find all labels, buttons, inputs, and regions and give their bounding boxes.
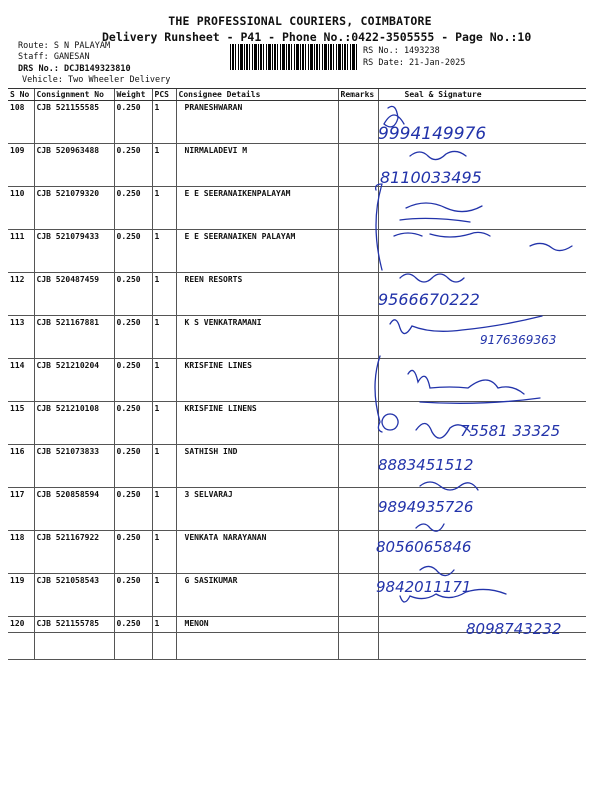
handwritten-phone-112: 9566670222 [378,290,480,309]
cell-weight: 0.250 [114,574,152,617]
bracket-110-111 [376,184,382,270]
drs-number: DRS No.: DCJB149323810 [18,64,131,74]
route-label: Route: S N PALAYAM [18,41,111,51]
vehicle-label: Vehicle: Two Wheeler Delivery [22,75,171,85]
col-consignment: Consignment No [34,89,114,101]
cell-consignee: E E SEERANAIKENPALAYAM [176,187,338,230]
cell-sno: 116 [8,445,34,488]
cell-consignment: CJB 521058543 [34,574,114,617]
cell-consignee: G SASIKUMAR [176,574,338,617]
signature-mark-117 [420,482,478,490]
cell-sno: 112 [8,273,34,316]
cell-consignment: CJB 520963488 [34,144,114,187]
cell-consignee: NIRMALADEVI M [176,144,338,187]
cell-weight: 0.250 [114,359,152,402]
barcode-image [230,44,358,70]
cell-consignee: MENON [176,617,338,660]
cell-consignment: CJB 521167881 [34,316,114,359]
handwritten-phone-109: 8110033495 [380,168,482,187]
col-consignee: Consignee Details [176,89,338,101]
cell-weight: 0.250 [114,101,152,144]
signature-mark-111 [394,232,572,250]
cell-consignee: REEN RESORTS [176,273,338,316]
signature-mark-116 [416,423,470,438]
cell-weight: 0.250 [114,402,152,445]
cell-pcs: 1 [152,531,176,574]
rs-number: RS No.: 1493238 [363,46,440,56]
handwritten-phone-117: 8883451512 [378,456,474,474]
cell-pcs: 1 [152,617,176,660]
handwritten-phone-120a: 9842011171 [376,578,472,596]
cell-consignee: VENKATA NARAYANAN [176,531,338,574]
cell-consignee: KRISFINE LINES [176,359,338,402]
col-remarks: Remarks [338,89,378,101]
cell-consignee: PRANESHWARAN [176,101,338,144]
cell-weight: 0.250 [114,488,152,531]
cell-pcs: 1 [152,273,176,316]
cell-weight: 0.250 [114,445,152,488]
cell-consignment: CJB 521210204 [34,359,114,402]
signature-mark-108 [384,106,404,127]
cell-weight: 0.250 [114,273,152,316]
handwritten-phone-119: 8056065846 [376,538,472,556]
cell-pcs: 1 [152,144,176,187]
cell-consignment: CJB 521079433 [34,230,114,273]
cell-weight: 0.250 [114,531,152,574]
col-signature: Seal & Signature [378,89,586,101]
cell-consignment: CJB 521155585 [34,101,114,144]
cell-sno: 111 [8,230,34,273]
cell-pcs: 1 [152,402,176,445]
cell-pcs: 1 [152,359,176,402]
cell-consignee: KRISFINE LINENS [176,402,338,445]
cell-weight: 0.250 [114,316,152,359]
rs-date: RS Date: 21-Jan-2025 [363,58,466,68]
col-weight: Weight [114,89,152,101]
cell-consignee: K S VENKATRAMANI [176,316,338,359]
cell-pcs: 1 [152,488,176,531]
signature-mark-114 [408,370,524,394]
cell-pcs: 1 [152,445,176,488]
handwritten-phone-116: 75581 33325 [460,422,561,440]
cell-sno: 118 [8,531,34,574]
cell-pcs: 1 [152,574,176,617]
signature-mark-112 [400,274,464,282]
signature-mark-120 [400,589,506,602]
cell-sno: 108 [8,101,34,144]
cell-sno: 119 [8,574,34,617]
handwritten-phone-113: 9176369363 [480,333,557,347]
cell-sno: 113 [8,316,34,359]
cell-weight: 0.250 [114,144,152,187]
cell-weight: 0.250 [114,187,152,230]
staff-label: Staff: GANESAN [18,52,90,62]
cell-pcs: 1 [152,101,176,144]
signature-mark-109 [410,151,466,159]
signature-mark-118 [416,524,444,531]
cell-weight: 0.250 [114,617,152,660]
handwritten-phone-118: 9894935726 [378,498,474,516]
cell-sno: 114 [8,359,34,402]
col-pcs: PCS [152,89,176,101]
handwritten-phone-108: 9994149976 [378,124,487,144]
signature-mark-119 [420,566,454,575]
cell-sno: 115 [8,402,34,445]
cell-sno: 117 [8,488,34,531]
cell-consignee: 3 SELVARAJ [176,488,338,531]
cell-consignment: CJB 520487459 [34,273,114,316]
bracket-114-115 [375,356,382,432]
cell-pcs: 1 [152,316,176,359]
handwritten-phone-120b: 8098743232 [466,620,562,638]
cell-sno: 120 [8,617,34,660]
cell-consignment: CJB 521079320 [34,187,114,230]
cell-consignment: CJB 521167922 [34,531,114,574]
cell-consignment: CJB 520858594 [34,488,114,531]
cell-sno: 109 [8,144,34,187]
cell-weight: 0.250 [114,230,152,273]
cell-consignment: CJB 521210108 [34,402,114,445]
cell-pcs: 1 [152,230,176,273]
signature-mark-110 [400,203,482,222]
company-title: THE PROFESSIONAL COURIERS, COIMBATORE [168,14,432,28]
cell-consignee: SATHISH IND [176,445,338,488]
cell-consignee: E E SEERANAIKEN PALAYAM [176,230,338,273]
signature-scribbles [360,96,600,636]
col-sno: S No [8,89,34,101]
cell-consignment: CJB 521155785 [34,617,114,660]
cell-consignment: CJB 521073833 [34,445,114,488]
cell-pcs: 1 [152,187,176,230]
runsheet-subtitle: Delivery Runsheet - P41 - Phone No.:0422-3505555 - Page No.:10 [102,30,532,44]
signature-mark-113 [390,316,542,334]
cell-sno: 110 [8,187,34,230]
